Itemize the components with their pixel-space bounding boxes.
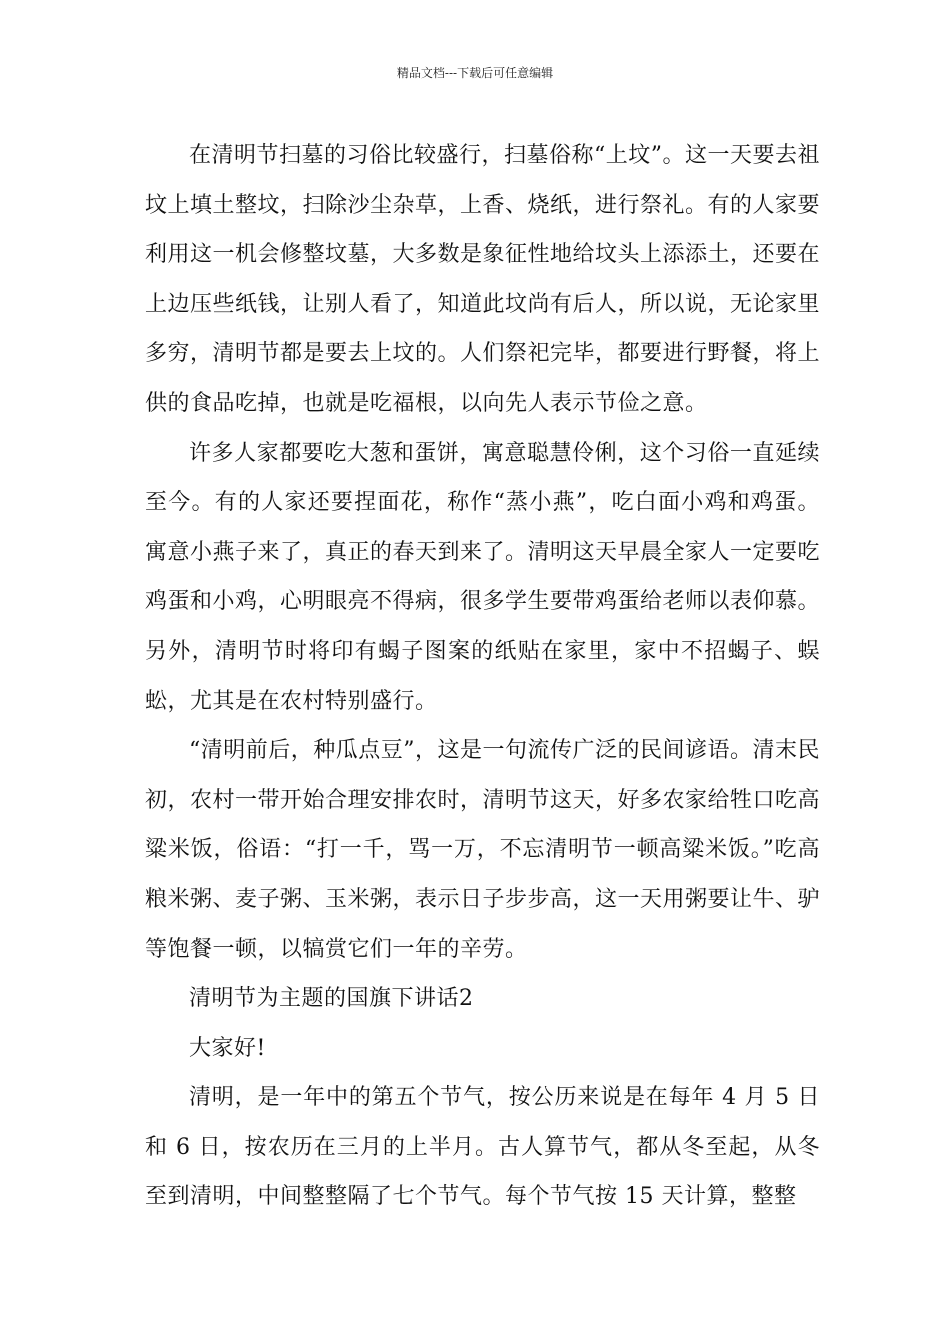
paragraph-farming-proverb: “清明前后，种瓜点豆”，这是一句流传广泛的民间谚语。清末民初，农村一带开始合理安排农时，清明节这天，好多农家给牲口吃高粱米饭，俗语：“打一千，骂一万，不忘清明节一顿高粱米饭。”吃高粮米粥、麦子粥、玉米粥，表示日子步步高，这一天用粥要让牛、驴等饱餐一顿，以犒赏它们一年的辛劳。 (145, 738, 821, 962)
greeting: 大家好! (189, 1035, 266, 1061)
section-heading: 清明节为主题的国旗下讲话2 (189, 986, 474, 1012)
paragraph-tomb-sweeping: 在清明节扫墓的习俗比较盛行，扫墓俗称“上坟”。这一天要去祖坟上填土整坟，扫除沙尘杂草，上香、烧纸，进行祭礼。有的人家要利用这一机会修整坟墓，大多数是象征性地给坟头上添添土，还要在上边压些纸钱，让别人看了，知道此坟尚有后人，所以说，无论家里多穷，清明节都是要去上坟的。人们祭祀完毕，都要进行野餐，将上供的食品吃掉，也就是吃福根，以向先人表示节俭之意。 (145, 143, 821, 416)
document-body (145, 131, 820, 1222)
paragraph-food-customs: 许多人家都要吃大葱和蛋饼，寓意聪慧伶俐，这个习俗一直延续至今。有的人家还要捏面花，称作“蒸小燕”，吃白面小鸡和鸡蛋。寓意小燕子来了，真正的春天到来了。清明这天早晨全家人一定要吃鸡蛋和小鸡，心明眼亮不得病，很多学生要带鸡蛋给老师以表仰慕。另外，清明节时将印有蝎子图案的纸贴在家里，家中不招蝎子、蜈蚣，尤其是在农村特别盛行。 (145, 440, 821, 714)
page-header: 精品文档---下载后可任意编辑 (396, 66, 554, 80)
paragraph-solar-term: 清明，是一年中的第五个节气，按公历来说是在每年 4 月 5 日和 6 日，按农历在三月的上半月。古人算节气，都从冬至起，从冬至到清明，中间整整隔了七个节气。每个节气按 15 天计算，整整 (145, 1085, 820, 1210)
